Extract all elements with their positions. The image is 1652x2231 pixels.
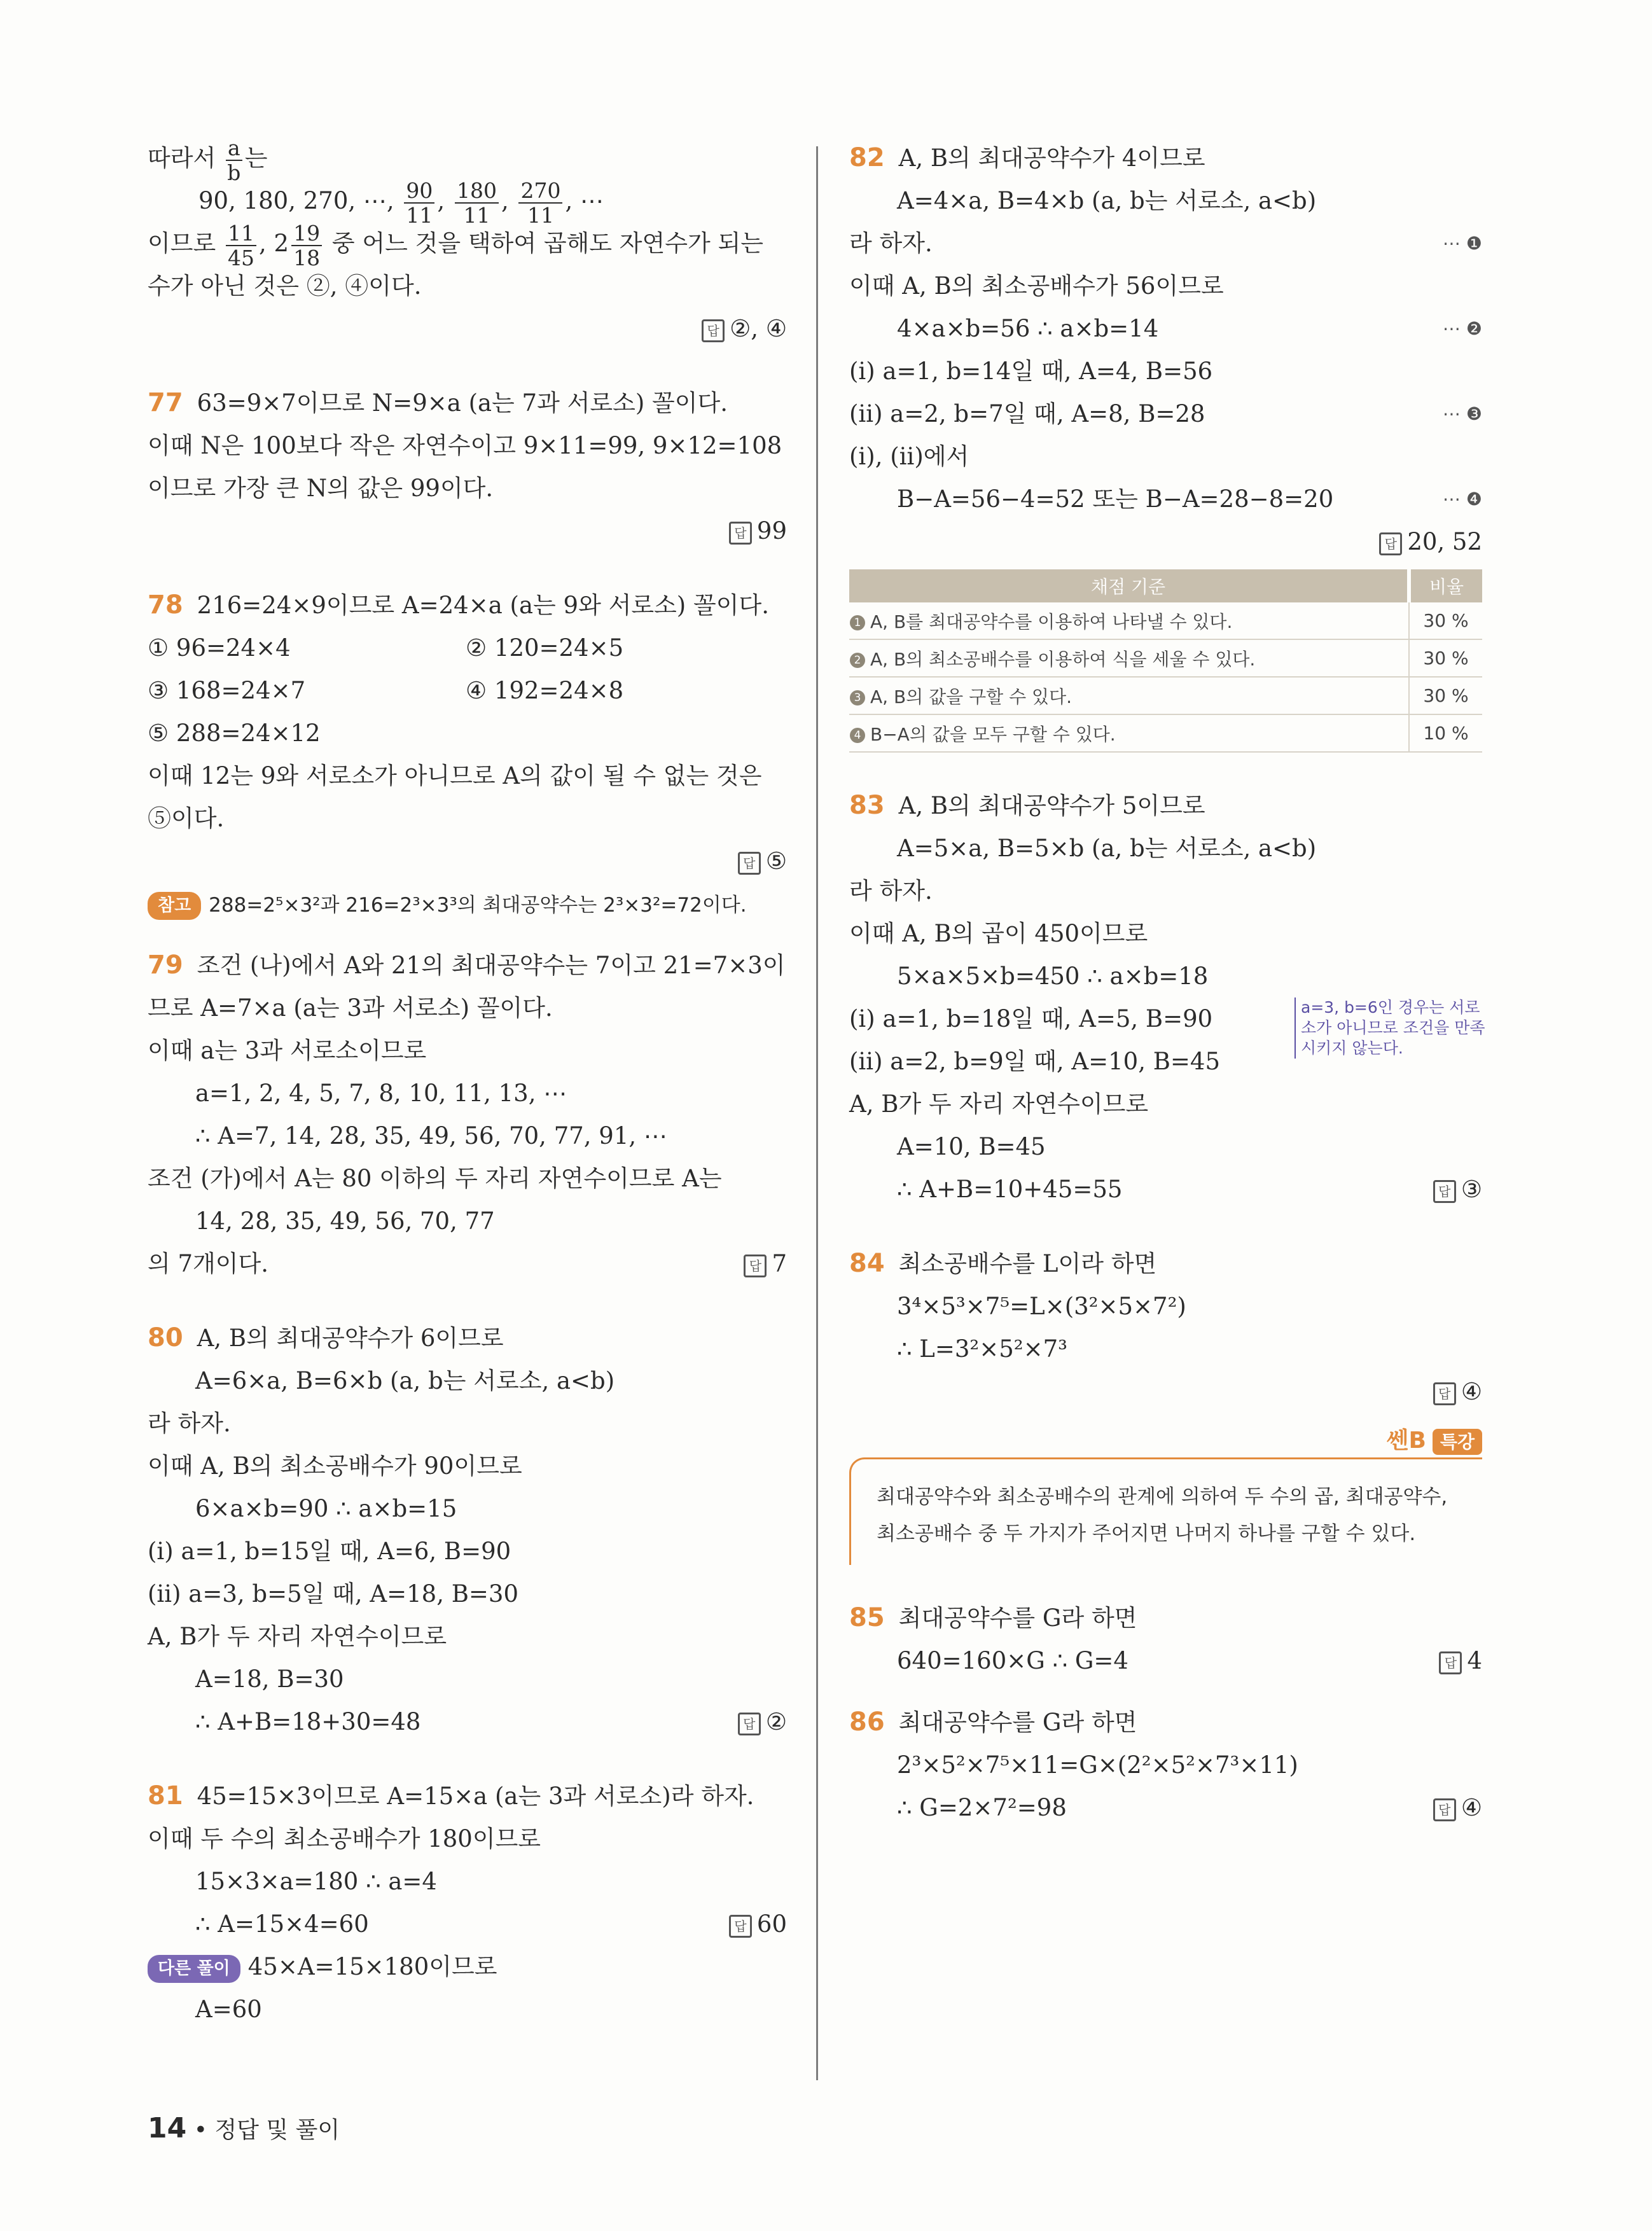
intro-line-3: 이므로 $\frac{11}{45}$ , 2 $\frac{19}{18}$ 중 어느 것을 택하여 곱해도 자연수가 되는: [148, 220, 764, 270]
answer: 답 99: [729, 510, 787, 552]
p79-last-line: 의 7개이다. 답 7: [148, 1242, 787, 1285]
p78-options: ③ 168=24×7 ④ 192=24×8: [148, 677, 624, 704]
step-circle-icon: 1: [850, 615, 865, 630]
p78-options: ① 96=24×4 ② 120=24×5: [148, 634, 624, 662]
p80-line: 6×a×b=90 ∴ a×b=15: [195, 1495, 457, 1522]
p78-line: 이때 12는 9와 서로소가 아니므로 A의 값이 될 수 없는 것은: [148, 762, 762, 789]
alt-solution-tag: 다른 풀이: [148, 1955, 240, 1983]
table-row: 4 B−A의 값을 모두 구할 수 있다. 10 %: [849, 714, 1482, 752]
p80-last-line: ∴ A+B=18+30=48 답 ②: [148, 1700, 787, 1743]
p84-line: ∴ L=3²×5²×7³: [897, 1335, 1067, 1363]
alt-solution: 다른 풀이 45×A=15×180이므로: [148, 1945, 787, 1988]
answer-mark-icon: 답: [1433, 1180, 1456, 1203]
p81-line: 15×3×a=180 ∴ a=4: [195, 1868, 437, 1895]
intro-line-4: 수가 아닌 것은 ②, ④이다.: [148, 272, 422, 300]
right-column: [849, 137, 1485, 1829]
p78-option: ⑤ 288=24×12: [148, 719, 321, 747]
fraction: $\frac{11}{45}$: [226, 223, 256, 268]
answer-line: [849, 520, 1482, 563]
p80-line: A=6×a, B=6×b (a, b는 서로소, a<b): [195, 1367, 615, 1394]
problem-86: 86 최대공약수를 G라 하면: [849, 1707, 1137, 1737]
table-row: 3 A, B의 값을 구할 수 있다. 30 %: [849, 677, 1482, 714]
answer: 답 4: [1439, 1639, 1482, 1682]
p83-line: 5×a×5×b=450 ∴ a×b=18: [897, 963, 1209, 990]
table-row: 2 A, B의 최소공배수를 이용하여 식을 세울 수 있다. 30 %: [849, 639, 1482, 677]
step-marker: ⋯ ❸: [1442, 403, 1482, 424]
answer-mark-icon: 답: [729, 522, 752, 545]
p82-line: 이때 A, B의 최소공배수가 56이므로: [849, 272, 1224, 300]
problem-82: 82 A, B의 최대공약수가 4이므로: [849, 143, 1205, 172]
p82-line: B−A=56−4=52 또는 B−A=28−8=20 ⋯ ❹: [849, 478, 1482, 520]
problem-84: 84 최소공배수를 L이라 하면: [849, 1249, 1157, 1278]
answer-mark-icon: 답: [729, 1915, 752, 1938]
table-row: 1 A, B를 최대공약수를 이용하여 나타낼 수 있다. 30 %: [849, 602, 1482, 639]
problem-85: 85 최대공약수를 G라 하면: [849, 1603, 1137, 1632]
page-number: 14: [148, 2112, 187, 2144]
step-marker: ⋯ ❶: [1442, 233, 1482, 254]
p82-line: A=4×a, B=4×b (a, b는 서로소, a<b): [897, 187, 1317, 214]
step-circle-icon: 4: [850, 728, 865, 743]
brand-logo: 쎈B: [1386, 1428, 1426, 1454]
p80-line: A=18, B=30: [195, 1665, 344, 1693]
p77-line: 이므로 가장 큰 N의 값은 99이다.: [148, 475, 494, 502]
p83-line: A=10, B=45: [897, 1133, 1046, 1160]
answer-mark-icon: 답: [1433, 1382, 1456, 1405]
answer-mark-icon: 답: [744, 1255, 767, 1277]
p82-line: (ⅰ), (ⅱ)에서: [849, 443, 969, 470]
alt-solution-line: A=60: [195, 1996, 262, 2023]
p83-line: (ⅱ) a=2, b=9일 때, A=10, B=45: [849, 1048, 1221, 1075]
problem-81: 81 45=15×3이므로 A=15×a (a는 3과 서로소)라 하자.: [148, 1781, 754, 1811]
problem-78: 78 216=24×9이므로 A=24×a (a는 9와 서로소) 꼴이다.: [148, 590, 769, 620]
p86-answer-line: ∴ G=2×7²=98 답 ④: [849, 1786, 1482, 1829]
special-text: 최소공배수 중 두 가지가 주어지면 나머지 하나를 구할 수 있다.: [877, 1522, 1416, 1545]
problem-79: 79 조건 (나)에서 A와 21의 최대공약수는 7이고 21=7×3이: [148, 950, 786, 980]
problem-77: 77 63=9×7이므로 N=9×a (a는 7과 서로소) 꼴이다.: [148, 388, 728, 417]
step-marker: ⋯ ❹: [1442, 489, 1482, 510]
p80-line: A, B가 두 자리 자연수이므로: [148, 1623, 447, 1650]
special-lecture-box: [849, 1428, 1482, 1565]
p77-line: 이때 N은 100보다 작은 자연수이고 9×11=99, 9×12=108: [148, 432, 782, 459]
p83-line: A, B가 두 자리 자연수이므로: [849, 1090, 1149, 1118]
p85-answer-line: 640=160×G ∴ G=4 답 4: [849, 1639, 1482, 1682]
fraction: $\frac{90}{11}$: [404, 180, 434, 226]
step-marker: ⋯ ❷: [1442, 318, 1482, 339]
answer-mark-icon: 답: [1379, 532, 1402, 555]
left-column: [148, 137, 787, 2031]
p81-line: 이때 두 수의 최소공배수가 180이므로: [148, 1825, 541, 1852]
intro-line-1: 따라서 $\frac{a}{b}$ 는: [148, 135, 268, 185]
p82-line: 4×a×b=56 ∴ a×b=14 ⋯ ❷: [849, 307, 1482, 350]
intro-line-2: 90, 180, 270, ⋯, $\frac{90}{11}$ , $\frac{180}{11}$ , $\frac{270}{11}$ , ⋯: [198, 177, 604, 228]
fraction: $\frac{19}{18}$: [291, 223, 322, 268]
answer: 답 60: [729, 1903, 787, 1945]
p79-line: a=1, 2, 4, 5, 7, 8, 10, 11, 13, ⋯: [195, 1080, 567, 1107]
p80-line: 라 하자.: [148, 1410, 231, 1437]
p83-last-line: ∴ A+B=10+45=55 답 ③: [849, 1168, 1482, 1211]
answer: 답 ④: [1433, 1370, 1482, 1413]
problem-80: 80 A, B의 최대공약수가 6이므로: [148, 1323, 504, 1352]
problem-83: 83 A, B의 최대공약수가 5이므로: [849, 791, 1205, 820]
p79-line: 므로 A=7×a (a는 3과 서로소) 꼴이다.: [148, 994, 553, 1022]
step-circle-icon: 2: [850, 653, 865, 668]
p83-line: 라 하자.: [849, 877, 933, 905]
p83-line: 이때 A, B의 곱이 450이므로: [849, 920, 1148, 947]
grading-criteria-table: [849, 569, 1482, 753]
p84-line: 3⁴×5³×7⁵=L×(3²×5×7²): [897, 1293, 1186, 1320]
answer: 답 ⑤: [738, 840, 787, 882]
p80-line: 이때 A, B의 최소공배수가 90이므로: [148, 1452, 522, 1480]
side-note: a=3, b=6인 경우는 서로소가 아니므로 조건을 만족시키지 않는다.: [1295, 997, 1492, 1059]
answer: 답 ②: [738, 1700, 787, 1743]
p79-line: 조건 (가)에서 A는 80 이하의 두 자리 자연수이므로 A는: [148, 1165, 722, 1192]
column-divider: [816, 146, 818, 2080]
p80-line: (ⅰ) a=1, b=15일 때, A=6, B=90: [148, 1538, 511, 1565]
p83-line: A=5×a, B=5×b (a, b는 서로소, a<b): [897, 835, 1317, 862]
answer-mark-icon: 답: [702, 319, 725, 342]
answer: 답 ④: [1433, 1786, 1482, 1829]
p80-line: (ⅱ) a=3, b=5일 때, A=18, B=30: [148, 1580, 519, 1608]
answer-mark-icon: 답: [1439, 1651, 1462, 1674]
table-header-rate: 비율: [1409, 569, 1482, 602]
p79-line: 14, 28, 35, 49, 56, 70, 77: [195, 1207, 495, 1235]
footer-title: • 정답 및 풀이: [193, 2117, 340, 2143]
special-lecture-header: [1387, 1422, 1482, 1461]
answer-line: [148, 307, 787, 350]
p86-line: 2³×5²×7⁵×11=G×(2²×5²×7³×11): [897, 1751, 1298, 1779]
p82-line: 라 하자. ⋯ ❶: [849, 222, 1482, 265]
answer-line: [148, 510, 787, 552]
answer: 답 20, 52: [1379, 520, 1482, 563]
special-label: 특강: [1433, 1429, 1482, 1455]
p81-answer-line: ∴ A=15×4=60 답 60: [148, 1903, 787, 1945]
special-text: 최대공약수와 최소공배수의 관계에 의하여 두 수의 곱, 최대공약수,: [877, 1485, 1448, 1508]
answer: 답 7: [744, 1242, 787, 1285]
p82-line: (ⅰ) a=1, b=14일 때, A=4, B=56: [849, 358, 1213, 385]
p83-case-1: (ⅰ) a=1, b=18일 때, A=5, B=90 a=3, b=6인 경우는 서로소가 아니므로 조건을 만족시키지 않는다.: [849, 997, 1482, 1040]
p79-line: ∴ A=7, 14, 28, 35, 49, 56, 70, 77, 91, ⋯: [195, 1122, 667, 1150]
answer-line: [849, 1370, 1482, 1413]
answer-mark-icon: 답: [738, 852, 761, 875]
table-header: 채점 기준: [849, 569, 1409, 602]
answer-line: [148, 840, 787, 882]
fraction: $\frac{a}{b}$: [226, 137, 242, 183]
p78-line: ⑤이다.: [148, 805, 225, 832]
fraction: $\frac{180}{11}$: [455, 180, 499, 226]
answer-mark-icon: 답: [1433, 1798, 1456, 1821]
answer-mark-icon: 답: [738, 1713, 761, 1735]
step-circle-icon: 3: [850, 690, 865, 705]
fraction: $\frac{270}{11}$: [518, 180, 562, 226]
reference-note: 참고 288=2⁵×3²과 216=2³×3³의 최대공약수는 2³×3²=72이다.: [148, 882, 787, 925]
page-footer: [148, 2112, 340, 2144]
answer: 답 ③: [1433, 1168, 1482, 1211]
reference-tag: 참고: [148, 892, 201, 920]
p79-line: 이때 a는 3과 서로소이므로: [148, 1037, 427, 1064]
p82-line: (ⅱ) a=2, b=7일 때, A=8, B=28 ⋯ ❸: [849, 393, 1482, 435]
answer: 답 ②, ④: [702, 307, 787, 350]
